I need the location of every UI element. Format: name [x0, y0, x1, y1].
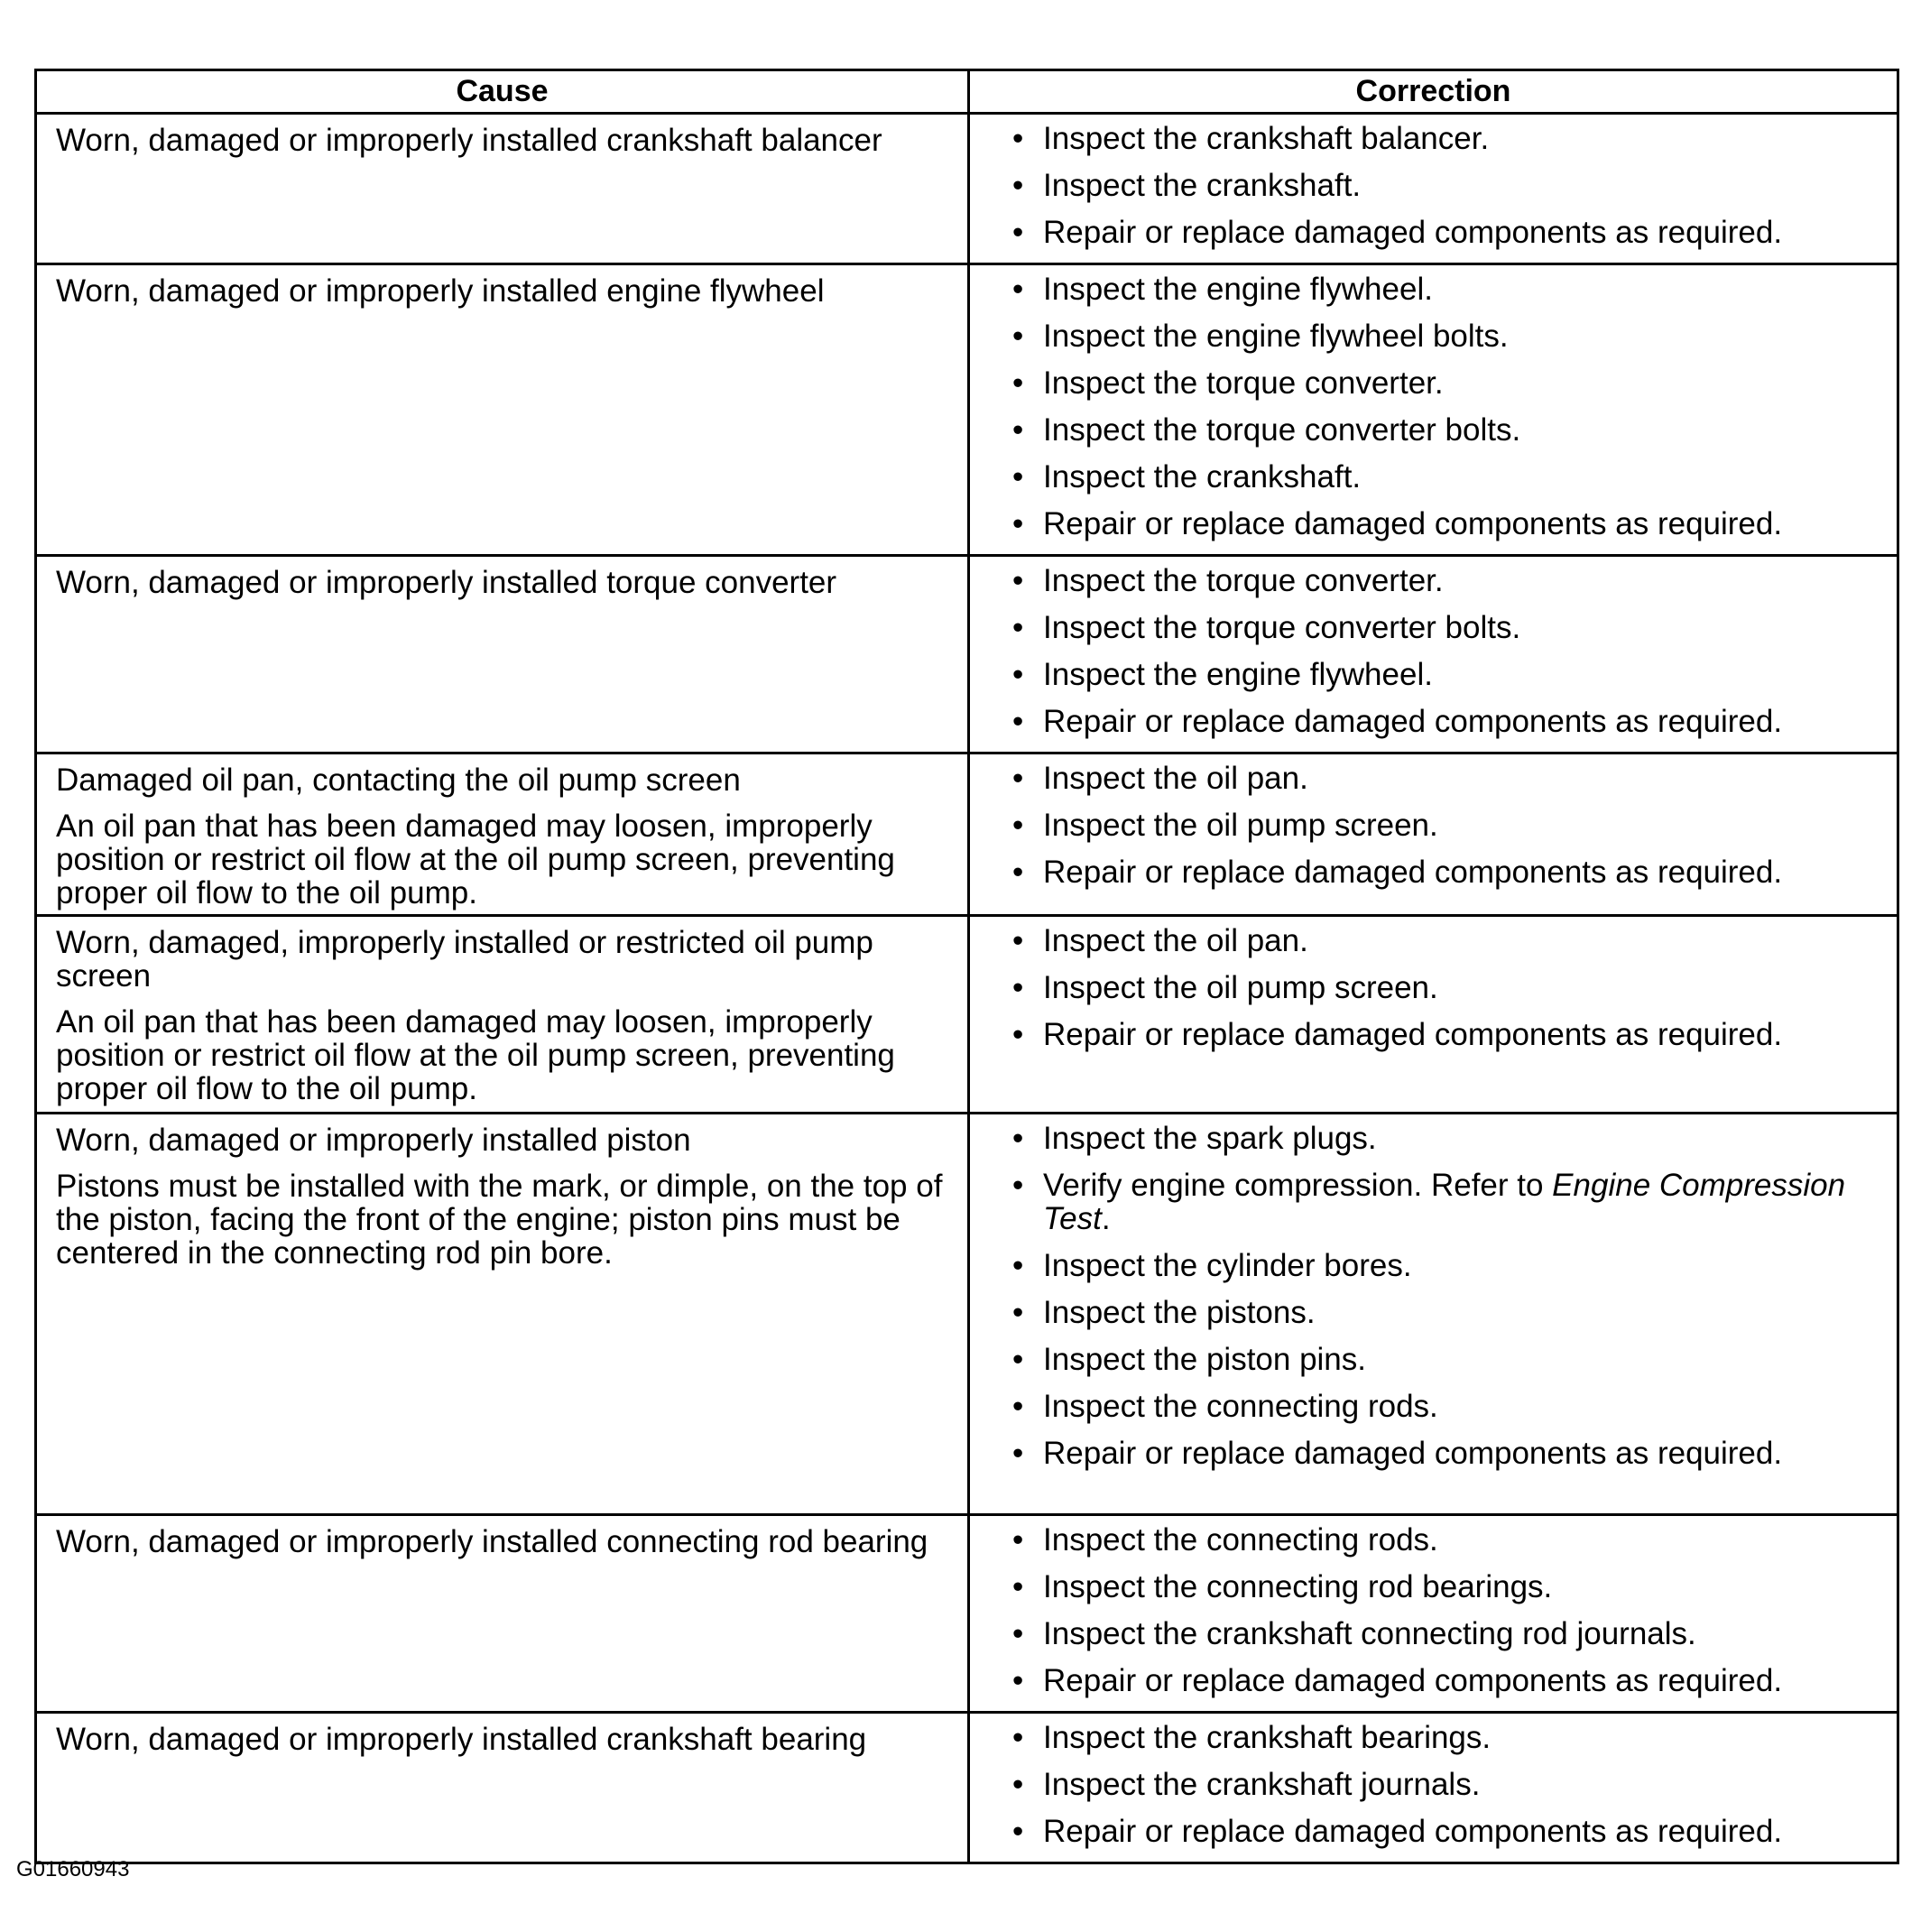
correction-list: [1012, 122, 1891, 249]
bullet-icon: •: [1012, 855, 1024, 890]
list-item: [1012, 1768, 1891, 1801]
correction-text: Repair or replace damaged components as required.: [1043, 1663, 1783, 1698]
table-row: [36, 114, 1898, 264]
correction-text: Inspect the engine flywheel.: [1043, 657, 1433, 692]
list-item: [1012, 1617, 1891, 1650]
bullet-icon: •: [1012, 319, 1024, 354]
correction-text: Inspect the piston pins.: [1043, 1342, 1366, 1377]
table-row: [36, 916, 1898, 1114]
list-item: [1012, 1664, 1891, 1697]
list-item: [1012, 413, 1891, 447]
bullet-icon: •: [1012, 610, 1024, 645]
bullet-icon: •: [1012, 1616, 1024, 1651]
table-row: [36, 1114, 1898, 1515]
list-item: [1012, 169, 1891, 202]
list-item: [1012, 762, 1891, 795]
header-correction: Correction: [969, 70, 1898, 114]
correction-list: [1012, 1122, 1891, 1470]
bullet-icon: •: [1012, 657, 1024, 692]
cause-text: Worn, damaged or improperly installed engine flywheel: [56, 273, 825, 309]
correction-text: Inspect the torque converter bolts.: [1043, 412, 1521, 448]
correction-text: Inspect the pistons.: [1043, 1295, 1316, 1330]
list-item: [1012, 122, 1891, 155]
table-header-row: [36, 70, 1898, 114]
cause-text: Worn, damaged or improperly installed torque converter: [56, 565, 837, 600]
correction-text: Inspect the engine flywheel.: [1043, 272, 1433, 307]
correction-text: Inspect the oil pump screen.: [1043, 808, 1438, 843]
cause-cell: [36, 114, 969, 264]
cause-cell: [36, 264, 969, 556]
cause-text: Worn, damaged or improperly installed piston: [56, 1123, 691, 1158]
list-item: [1012, 564, 1891, 597]
table-row: [36, 556, 1898, 753]
bullet-icon: •: [1012, 1168, 1024, 1203]
correction-cell: [969, 753, 1898, 916]
cause-note: Pistons must be installed with the mark, or dimple, on the top of the piston, facing the front of the engine; piston pins must be centered in the connecting rod pin bore.: [56, 1169, 943, 1271]
correction-text: Inspect the crankshaft.: [1043, 459, 1362, 495]
correction-text: Inspect the crankshaft balancer.: [1043, 121, 1490, 156]
correction-cell: [969, 114, 1898, 264]
table-row: [36, 1713, 1898, 1863]
list-item: [1012, 1523, 1891, 1557]
cause-text: Worn, damaged or improperly installed crankshaft balancer: [56, 123, 882, 158]
cause-text: Damaged oil pan, contacting the oil pump screen: [56, 763, 741, 798]
cause-text: Worn, damaged or improperly installed crankshaft bearing: [56, 1722, 867, 1757]
correction-text: Inspect the cylinder bores.: [1043, 1248, 1412, 1283]
correction-text: Inspect the oil pan.: [1043, 923, 1308, 958]
bullet-icon: •: [1012, 121, 1024, 156]
correction-text: Inspect the crankshaft connecting rod journals.: [1043, 1616, 1696, 1651]
bullet-icon: •: [1012, 272, 1024, 307]
cause-text: Worn, damaged or improperly installed connecting rod bearing: [56, 1524, 928, 1559]
correction-text: Inspect the torque converter.: [1043, 365, 1444, 401]
table-row: [36, 1515, 1898, 1713]
bullet-icon: •: [1012, 1814, 1024, 1849]
list-item: [1012, 1721, 1891, 1754]
bullet-icon: •: [1012, 1522, 1024, 1558]
list-item: [1012, 971, 1891, 1004]
bullet-icon: •: [1012, 1295, 1024, 1330]
bullet-icon: •: [1012, 1389, 1024, 1424]
bullet-icon: •: [1012, 1248, 1024, 1283]
list-item: [1012, 216, 1891, 249]
bullet-icon: •: [1012, 459, 1024, 495]
list-item: [1012, 460, 1891, 494]
correction-list: [1012, 1721, 1891, 1848]
correction-list: [1012, 762, 1891, 889]
list-item: [1012, 1122, 1891, 1155]
bullet-icon: •: [1012, 1017, 1024, 1052]
correction-text: Inspect the oil pan.: [1043, 761, 1308, 796]
list-item: [1012, 1390, 1891, 1423]
list-item: [1012, 611, 1891, 644]
list-item: [1012, 319, 1891, 353]
correction-cell: [969, 916, 1898, 1114]
list-item: [1012, 855, 1891, 889]
correction-text: Inspect the connecting rods.: [1043, 1389, 1438, 1424]
cause-text: Worn, damaged, improperly installed or restricted oil pump screen: [56, 925, 873, 994]
correction-list: [1012, 273, 1891, 541]
correction-text: Inspect the crankshaft journals.: [1043, 1767, 1481, 1802]
cause-correction-table: [34, 69, 1899, 1864]
correction-text: Repair or replace damaged components as required.: [1043, 704, 1783, 739]
correction-text: Inspect the engine flywheel bolts.: [1043, 319, 1509, 354]
correction-text: Repair or replace damaged components as required.: [1043, 1017, 1783, 1052]
bullet-icon: •: [1012, 970, 1024, 1005]
table-row: [36, 753, 1898, 916]
bullet-icon: •: [1012, 1569, 1024, 1604]
bullet-icon: •: [1012, 808, 1024, 843]
list-item: [1012, 366, 1891, 400]
list-item: [1012, 507, 1891, 541]
bullet-icon: •: [1012, 923, 1024, 958]
list-item: [1012, 273, 1891, 306]
cause-note: An oil pan that has been damaged may loosen, improperly position or restrict oil flow at the oil pump screen, preventing proper oil flow to the oil pump.: [56, 809, 895, 911]
correction-text: Repair or replace damaged components as required.: [1043, 506, 1783, 541]
list-item: [1012, 924, 1891, 957]
correction-text: Inspect the connecting rod bearings.: [1043, 1569, 1553, 1604]
correction-cell: [969, 1713, 1898, 1863]
correction-list: [1012, 1523, 1891, 1697]
correction-text: Repair or replace damaged components as required.: [1043, 855, 1783, 890]
bullet-icon: •: [1012, 412, 1024, 448]
bullet-icon: •: [1012, 365, 1024, 401]
bullet-icon: •: [1012, 1767, 1024, 1802]
correction-text: Repair or replace damaged components as required.: [1043, 215, 1783, 250]
cause-cell: [36, 1713, 969, 1863]
bullet-icon: •: [1012, 761, 1024, 796]
correction-cell: [969, 264, 1898, 556]
bullet-icon: •: [1012, 1720, 1024, 1755]
correction-cell: [969, 556, 1898, 753]
list-item: [1012, 1815, 1891, 1848]
correction-suffix: .: [1101, 1201, 1111, 1236]
bullet-icon: •: [1012, 704, 1024, 739]
bullet-icon: •: [1012, 215, 1024, 250]
correction-text: Inspect the crankshaft bearings.: [1043, 1720, 1492, 1755]
correction-text: Inspect the torque converter bolts.: [1043, 610, 1521, 645]
list-item: [1012, 1570, 1891, 1604]
correction-text: Inspect the crankshaft.: [1043, 168, 1362, 203]
correction-cell: [969, 1515, 1898, 1713]
header-cause: Cause: [36, 70, 969, 114]
bullet-icon: •: [1012, 168, 1024, 203]
list-item: [1012, 658, 1891, 691]
bullet-icon: •: [1012, 506, 1024, 541]
correction-text: Repair or replace damaged components as required.: [1043, 1814, 1783, 1849]
list-item: [1012, 1249, 1891, 1282]
figure-id-caption: G01660943: [16, 1857, 130, 1881]
cause-cell: [36, 556, 969, 753]
bullet-icon: •: [1012, 1663, 1024, 1698]
table-body: [36, 114, 1898, 1863]
table-row: [36, 264, 1898, 556]
list-item: [1012, 1343, 1891, 1376]
cause-cell: [36, 753, 969, 916]
correction-text: Repair or replace damaged components as required.: [1043, 1436, 1783, 1471]
correction-cell: [969, 1114, 1898, 1515]
correction-list: [1012, 564, 1891, 738]
bullet-icon: •: [1012, 563, 1024, 598]
list-item: [1012, 1018, 1891, 1051]
list-item: [1012, 1296, 1891, 1329]
bullet-icon: •: [1012, 1121, 1024, 1156]
cause-cell: [36, 1114, 969, 1515]
correction-list: [1012, 924, 1891, 1051]
cause-cell: [36, 916, 969, 1114]
bullet-icon: •: [1012, 1342, 1024, 1377]
cause-note: An oil pan that has been damaged may loosen, improperly position or restrict oil flow at the oil pump screen, preventing proper oil flow to the oil pump.: [56, 1004, 895, 1106]
list-item: [1012, 1169, 1891, 1235]
cause-cell: [36, 1515, 969, 1713]
correction-text: Inspect the torque converter.: [1043, 563, 1444, 598]
bullet-icon: •: [1012, 1436, 1024, 1471]
list-item: [1012, 1437, 1891, 1470]
correction-text: Inspect the spark plugs.: [1043, 1121, 1377, 1156]
correction-text: Inspect the connecting rods.: [1043, 1522, 1438, 1558]
correction-text: Verify engine compression. Refer to: [1043, 1168, 1553, 1203]
list-item: [1012, 809, 1891, 842]
correction-text: Inspect the oil pump screen.: [1043, 970, 1438, 1005]
reference-link-text: Engine Compression Test: [1043, 1168, 1846, 1236]
list-item: [1012, 705, 1891, 738]
